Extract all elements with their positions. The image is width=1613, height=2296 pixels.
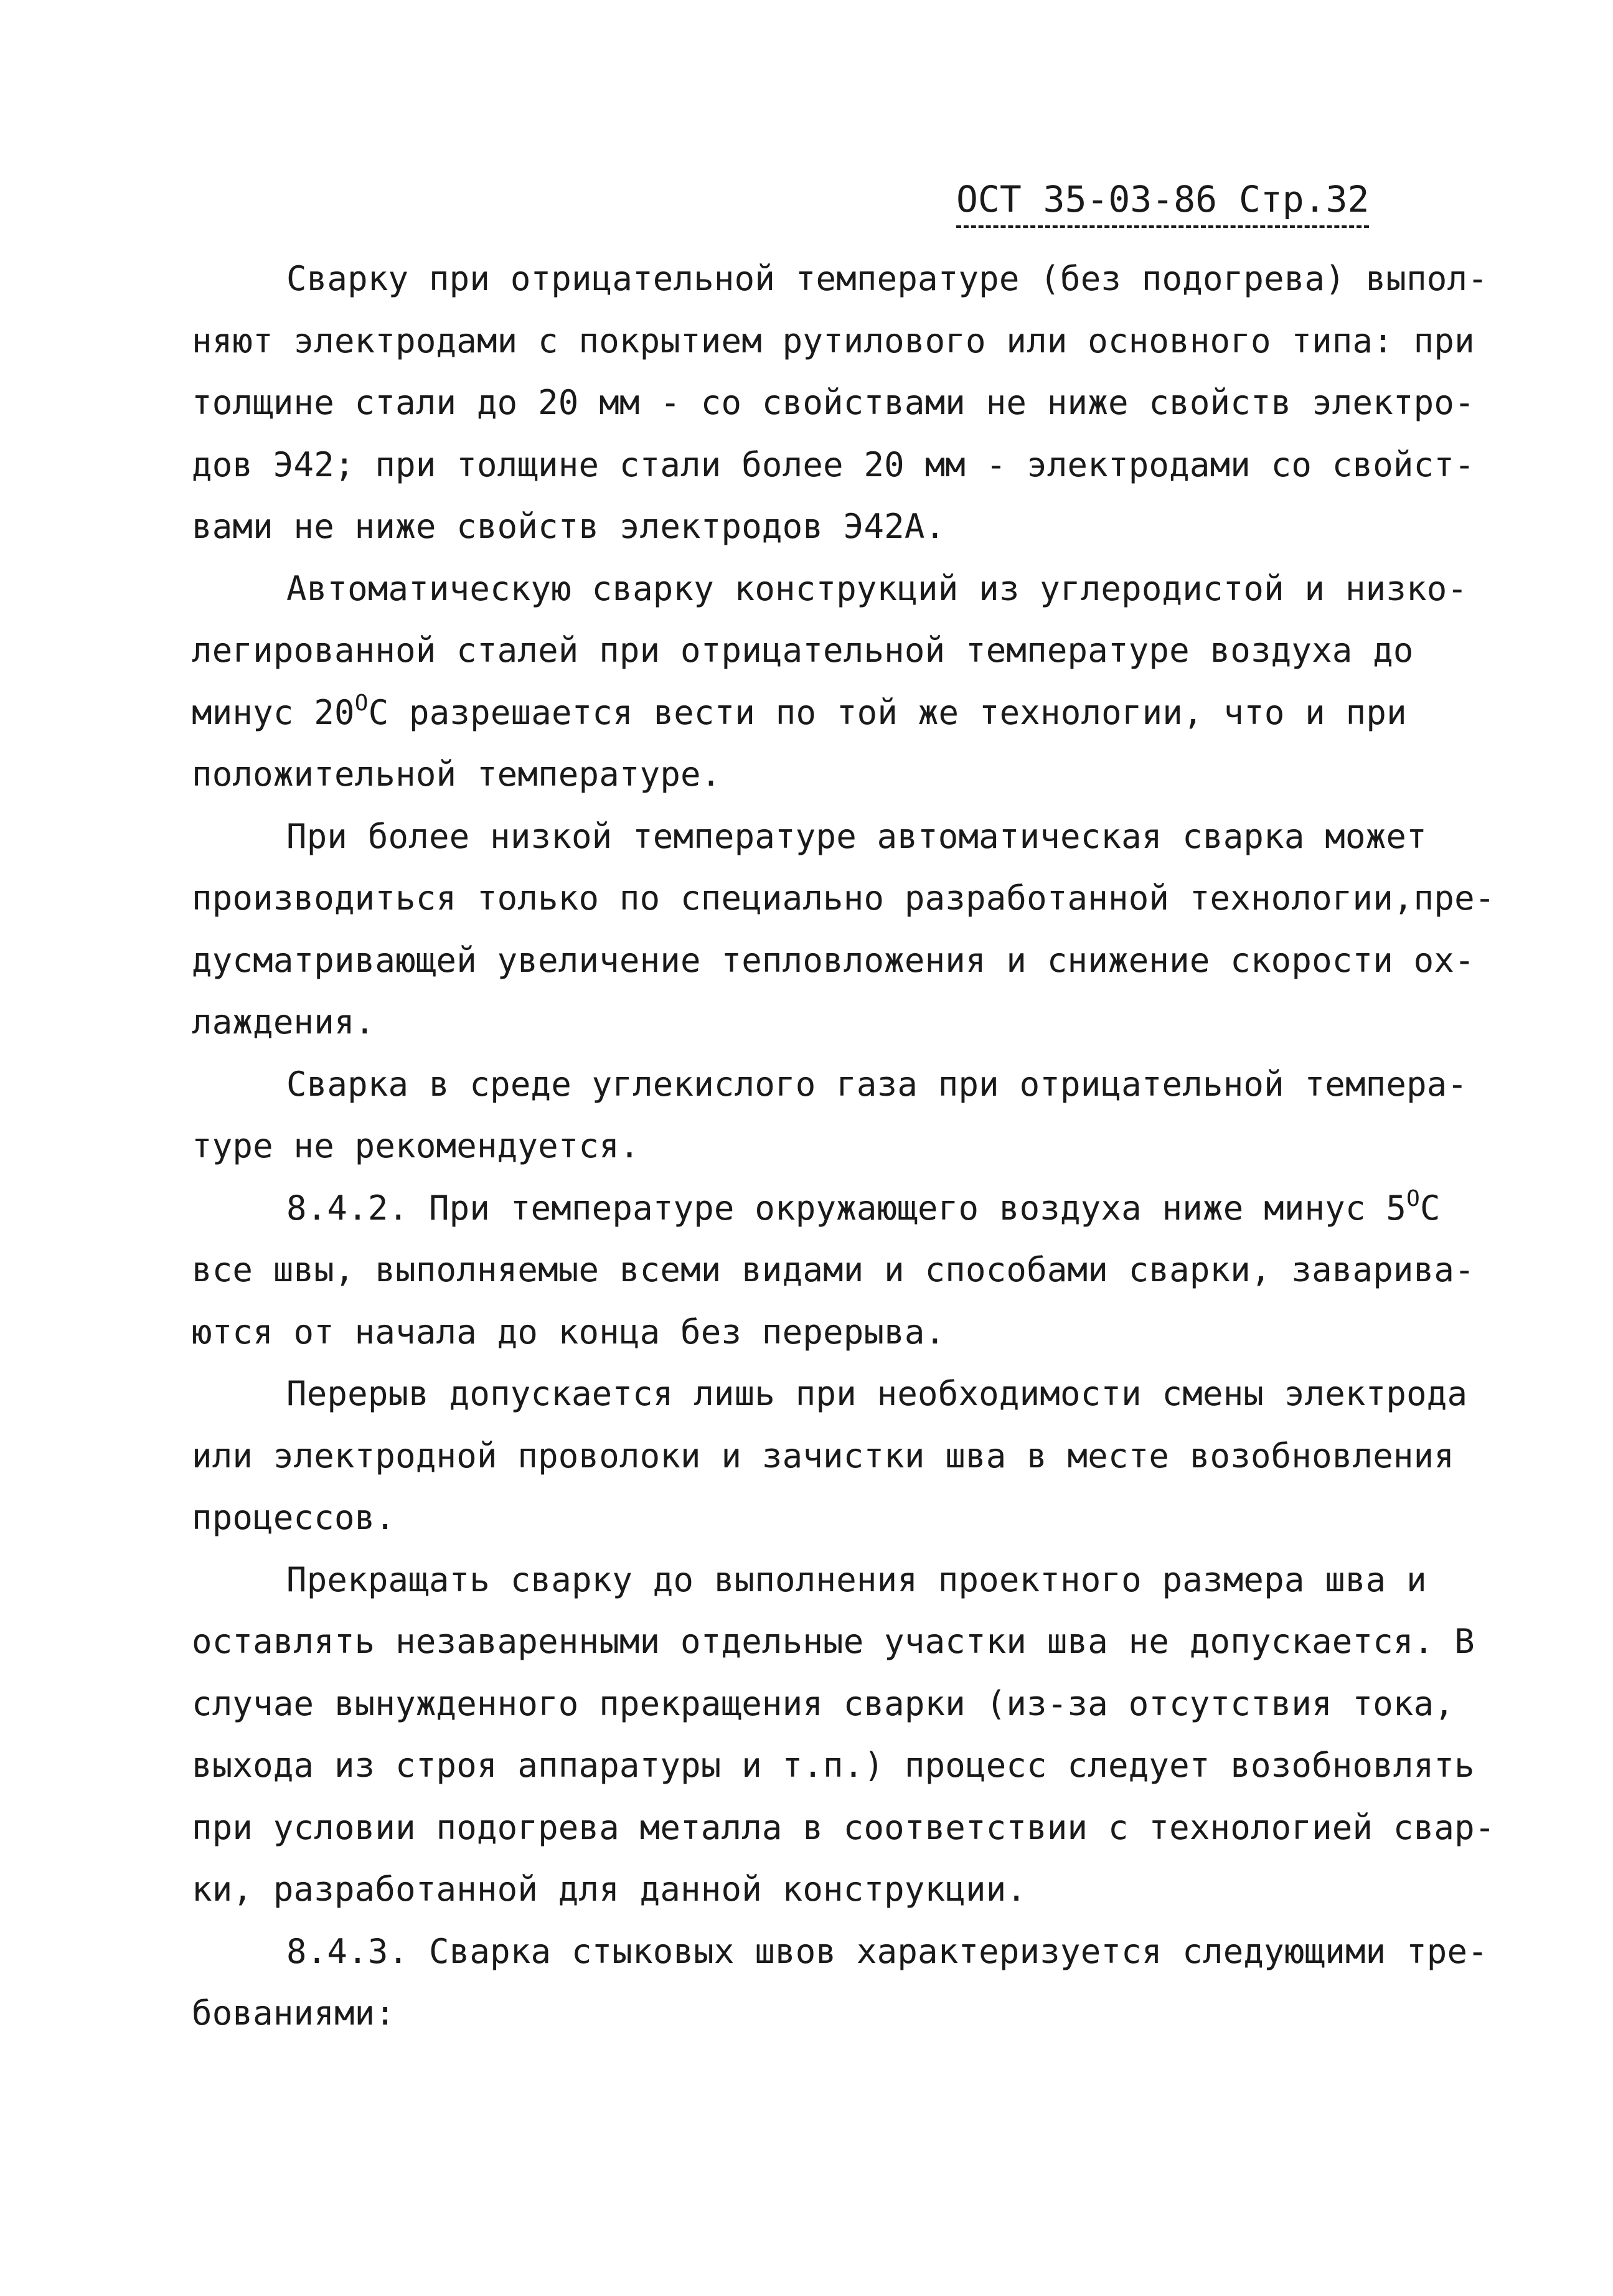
text-line: выхода из строя аппаратуры и т.п.) процесс следует возобновлять (192, 1746, 1475, 1785)
paragraph (192, 1053, 1468, 1177)
degree-superscript: О (354, 690, 369, 716)
text-line: туре не рекомендуется. (192, 1126, 640, 1165)
paragraph (192, 248, 1488, 558)
text-line: дов Э42; при толщине стали более 20 мм - электродами со свойст- (192, 445, 1475, 484)
paragraph (192, 1363, 1468, 1549)
text-line: процессов. (192, 1498, 396, 1537)
text-line: При более низкой температуре автоматическая сварка может (286, 816, 1427, 856)
paragraph (192, 1177, 1475, 1363)
page-header: ОСТ 35-03-86 Стр.32 (956, 174, 1369, 228)
text-line: дусматривающей увеличение тепловложения и снижение скорости ох- (192, 940, 1475, 980)
text-line (192, 1177, 1441, 1240)
text-segment: 8.4.2. При температуре окружающего воздуха ниже минус 5 (286, 1188, 1407, 1228)
text-line: бованиями: (192, 1993, 396, 2033)
paragraph (192, 806, 1495, 1053)
text-line: Сварку при отрицательной температуре (без подогрева) выпол- (286, 259, 1488, 298)
text-line: случае вынужденного прекращения сварки (из-за отсутствия тока, (192, 1683, 1455, 1723)
text-line: 8.4.3. Сварка стыковых швов характеризуется следующими тре- (286, 1931, 1488, 1971)
text-segment: С (1419, 1188, 1441, 1228)
paragraph (192, 1921, 1488, 2044)
text-line: ются от начала до конца без перерыва. (192, 1312, 946, 1352)
text-line: все швы, выполняемые всеми видами и способами сварки, заварива- (192, 1250, 1475, 1289)
text-line: Перерыв допускается лишь при необходимости смены электрода (286, 1374, 1468, 1413)
text-line: Прекращать сварку до выполнения проектного размера шва и (286, 1560, 1427, 1599)
text-line: легированной сталей при отрицательной температуре воздуха до (192, 631, 1414, 670)
paragraph (192, 1549, 1495, 1921)
text-segment: С разрешается вести по той же технологии, что и при (368, 692, 1407, 732)
body-text (192, 248, 1495, 2044)
text-line: няют электродами с покрытием рутилового или основного типа: при (192, 321, 1475, 360)
text-line: толщине стали до 20 мм - со свойствами не ниже свойств электро- (192, 383, 1475, 422)
text-line: Сварка в среде углекислого газа при отрицательной темпера- (286, 1064, 1468, 1104)
text-line: вами не ниже свойств электродов Э42А. (192, 507, 946, 546)
text-line: производиться только по специально разработанной технологии,пре- (192, 878, 1495, 918)
paragraph (192, 558, 1468, 806)
text-line: положительной температуре. (192, 755, 722, 794)
text-line: при условии подогрева металла в соответствии с технологией свар- (192, 1807, 1495, 1847)
text-line: лаждения. (192, 1002, 375, 1042)
text-line: Автоматическую сварку конструкций из углеродистой и низко- (286, 568, 1468, 608)
degree-superscript: О (1406, 1185, 1420, 1212)
text-line: оставлять незаваренными отдельные участки шва не допускается. В (192, 1622, 1475, 1661)
text-line: ки, разработанной для данной конструкции. (192, 1870, 1027, 1909)
text-line: или электродной проволоки и зачистки шва в месте возобновления (192, 1436, 1455, 1475)
text-segment: минус 20 (192, 692, 355, 732)
text-line (192, 682, 1412, 744)
